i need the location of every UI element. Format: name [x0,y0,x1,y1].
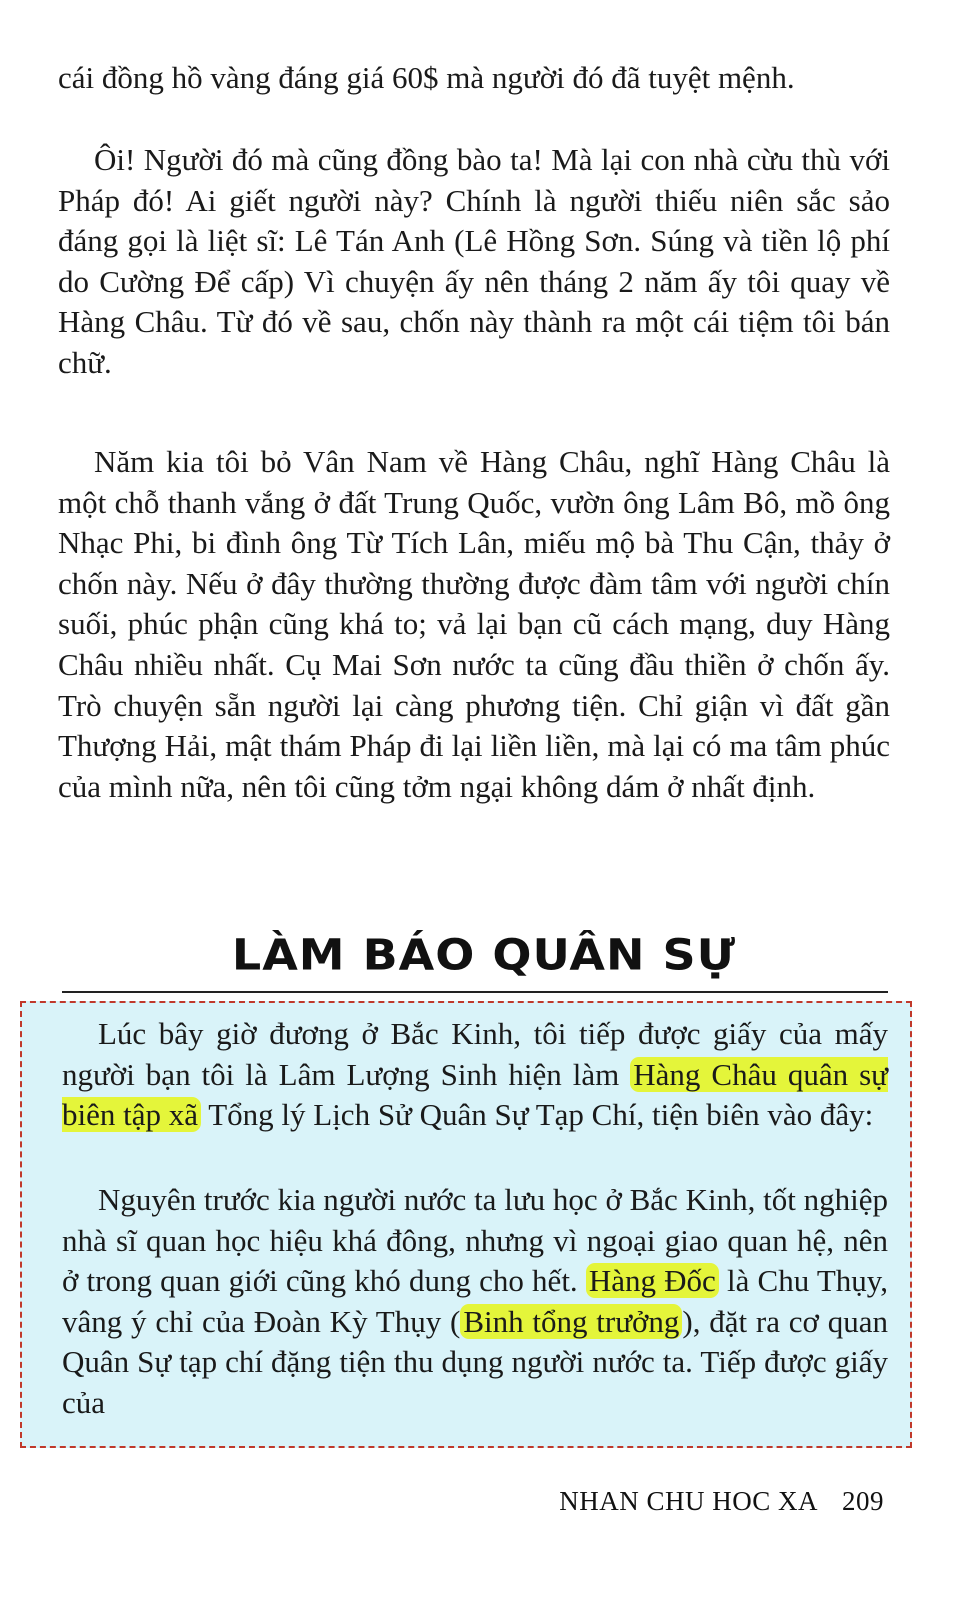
boxed-paragraph-2-text-b: là Chu Thụy, vâng ý chỉ của Đoàn Kỳ Thụy ( [62,1263,888,1339]
highlight-hang-doc: Hàng Đốc [586,1263,719,1298]
boxed-paragraph-2-text-c: ), đặt ra cơ quan Quân Sự tạp chí đặng tiện thu dụng người nước ta. Tiếp được giấy của [62,1303,888,1420]
paragraph-2 [58,140,890,384]
boxed-paragraph-2 [62,1180,888,1424]
paragraph-3 [58,442,890,807]
boxed-paragraph-1-text-b: Tổng lý Lịch Sử Quân Sự Tạp Chí, tiện biên vào đây: [201,1097,874,1133]
boxed-paragraph-1 [62,1014,888,1136]
section-heading: LÀM BÁO QUÂN SỰ [231,930,737,980]
heading-rule [62,991,888,993]
page-footer [559,1486,884,1517]
paragraph-2-text: Ôi! Người đó mà cũng đồng bào ta! Mà lại con nhà cừu thù với Pháp đó! Ai giết người này? Chính là người thiếu niên sắc sảo đáng gọi là liệt sĩ: Lê Tán Anh (Lê Hồng Sơn. Súng và tiền lộ phí do Cường Để cấp) Vì chuyện ấy nên tháng 2 năm ấy tôi quay về Hàng Châu. Từ đó về sau, chốn này thành ra một cái tiệm tôi bán chữ. [58,142,890,380]
footer-title: NHAN CHU HOC XA [559,1486,818,1516]
highlight-binh-tong-truong: Binh tổng trưởng [460,1304,682,1339]
boxed-paragraph-1-text-a: Lúc bây giờ đương ở Bắc Kinh, tôi tiếp được giấy của mấy người bạn tôi là Lâm Lượng Sinh hiện làm [62,1016,888,1092]
paragraph-1-text: cái đồng hồ vàng đáng giá 60$ mà người đó đã tuyệt mệnh. [58,60,795,95]
boxed-paragraph-2-text-a: Nguyên trước kia người nước ta lưu học ở Bắc Kinh, tốt nghiệp nhà sĩ quan học hiệu khá đông, nhưng vì ngoại giao quan hệ, nên ở trong quan giới cũng khó dung cho hết. [62,1182,888,1299]
paragraph-1 [58,58,890,99]
page-number: 209 [842,1486,884,1516]
paragraph-3-text: Năm kia tôi bỏ Vân Nam về Hàng Châu, nghĩ Hàng Châu là một chỗ thanh vắng ở đất Trung Quốc, vườn ông Lâm Bô, mồ ông Nhạc Phi, bi đình ông Từ Tích Lân, miếu mộ bà Thu Cận, thảy ở chốn này. Nếu ở đây thường thường được đàm tâm với người chín suối, phúc phận cũng khá to; vả lại bạn cũ cách mạng, duy Hàng Châu nhiều nhất. Cụ Mai Sơn nước ta cũng đầu thiền ở chốn ấy. Trò chuyện sẵn người lại càng phương tiện. Chỉ giận vì đất gần Thượng Hải, mật thám Pháp đi lại liền liền, mà lại có ma tâm phúc của mình nữa, nên tôi cũng tởm ngại không dám ở nhất định. [58,444,890,804]
highlight-hang-chau-editorial: Hàng Châu quân sự biên tập xã [62,1056,888,1133]
